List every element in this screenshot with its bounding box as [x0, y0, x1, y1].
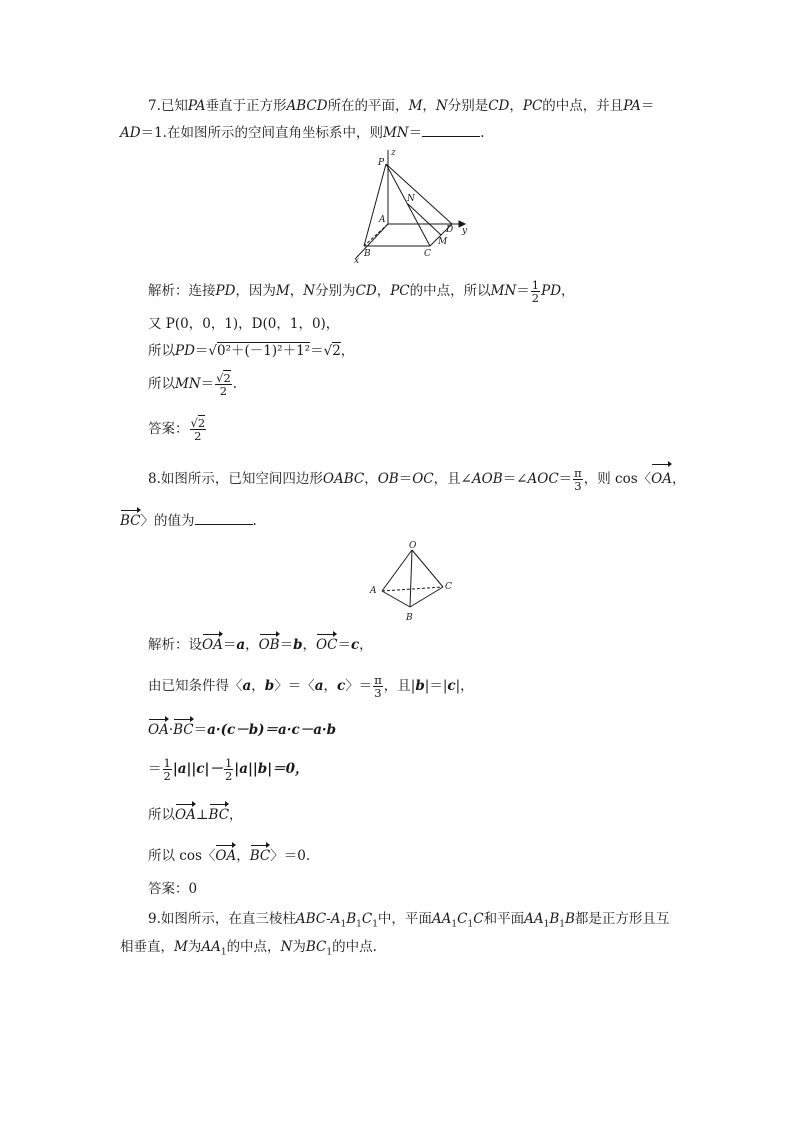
text: ，因为	[235, 283, 276, 299]
sol7-line-1	[148, 278, 575, 304]
sqrt-sign: √	[208, 343, 218, 359]
answer-label: 答案：	[148, 421, 189, 437]
text: 所以	[148, 807, 175, 823]
label-C: C	[424, 249, 431, 259]
text: |＝|	[424, 678, 448, 694]
fraction	[573, 467, 583, 492]
vector-OA: OA	[215, 848, 237, 864]
fraction	[163, 757, 172, 782]
text: ＝1.在如图所示的空间直角坐标系中，则	[140, 125, 383, 141]
sol8-answer	[148, 880, 197, 898]
label-D: D	[446, 225, 454, 235]
text: C	[457, 911, 468, 927]
text: 7.已知	[148, 98, 188, 114]
radicand: 2	[197, 416, 206, 430]
text: 的中点，	[226, 939, 281, 955]
text: 的中点，所以	[409, 283, 491, 299]
subscript: 1	[340, 919, 347, 930]
text: ＝	[516, 283, 530, 299]
text: ，	[671, 471, 686, 487]
label-A: A	[370, 586, 377, 596]
segment-MN	[408, 204, 441, 235]
text: CD	[355, 283, 377, 299]
text: 为	[187, 939, 202, 955]
text: a	[242, 678, 252, 694]
sol8-line-4	[148, 755, 309, 783]
text: MN	[490, 283, 517, 299]
text: ＝	[279, 637, 294, 653]
fraction	[373, 674, 383, 699]
vector-OB: OB	[258, 637, 280, 653]
text: 中，平面	[377, 911, 432, 927]
text: -	[326, 911, 331, 927]
vector-OA: OA	[651, 466, 672, 492]
sol8-line-1	[148, 636, 373, 654]
denominator: 2	[224, 769, 233, 783]
sqrt-sign: √	[323, 343, 333, 359]
text: CD	[488, 98, 510, 114]
text: B	[549, 911, 560, 927]
sol8-line-2	[148, 672, 474, 700]
text: 所在的平面，	[327, 98, 409, 114]
q7-line-2	[120, 124, 484, 142]
text: C	[361, 911, 373, 927]
text: ，	[289, 283, 304, 299]
text: C	[473, 911, 484, 927]
numerator: 1	[531, 278, 540, 292]
text: |a||b|＝0，	[234, 761, 309, 777]
text: ，	[376, 283, 391, 299]
text: PD	[215, 283, 236, 299]
text: B	[346, 911, 357, 927]
text: ，	[302, 637, 317, 653]
subscript: 1	[467, 919, 474, 930]
text: 的中点.	[332, 939, 377, 955]
text: M	[408, 98, 423, 114]
answer: 答案：0	[148, 881, 198, 897]
text: ，	[359, 637, 373, 653]
text: ，	[422, 98, 436, 114]
text: .	[232, 376, 238, 392]
fraction	[215, 372, 232, 397]
text: b	[415, 678, 425, 694]
vector-OA: OA	[202, 637, 223, 653]
numerator: π	[574, 466, 582, 480]
text: M	[275, 283, 290, 299]
label-x: x	[354, 256, 360, 264]
text: |a||c|－	[172, 761, 223, 777]
text: a	[236, 637, 246, 653]
text: .	[252, 513, 257, 529]
text: 垂直于正方形	[205, 98, 287, 114]
vector-OA: OA	[175, 807, 196, 823]
label-z: z	[391, 148, 396, 158]
text: PD	[541, 283, 562, 299]
text: 分别是	[447, 98, 489, 114]
sol8-line-5	[148, 806, 243, 824]
radicand: 0²＋(－1)²＋1²	[217, 343, 311, 359]
text: ＝	[200, 376, 215, 392]
text: PD	[175, 343, 195, 359]
denominator: 3	[374, 686, 382, 700]
text: OC	[412, 471, 434, 487]
text: ＝	[194, 343, 209, 359]
text: AD	[120, 125, 141, 141]
radicand: 2	[223, 371, 231, 385]
text: 和平面	[483, 911, 525, 927]
text: B	[564, 911, 575, 927]
fraction	[190, 417, 207, 442]
edge-OB	[410, 550, 412, 607]
label-y: y	[462, 226, 468, 236]
text: ⊥	[195, 807, 209, 823]
text: ，且|	[383, 678, 416, 694]
edge-AC	[382, 587, 443, 591]
text: AOC	[527, 471, 559, 487]
text: 8.如图所示，已知空间四边形	[148, 471, 323, 487]
fraction	[224, 757, 233, 782]
text: ＝	[640, 98, 655, 114]
text: 所以 cos〈	[148, 848, 216, 864]
denominator: 3	[574, 479, 582, 493]
edge-BC	[410, 587, 443, 607]
denominator: 2	[531, 291, 540, 305]
sol7-answer	[148, 414, 207, 444]
text: MN	[175, 376, 201, 392]
subscript: 1	[451, 919, 458, 930]
denominator: 2	[163, 769, 171, 783]
vector-OA: OA	[148, 722, 169, 738]
numerator: π	[374, 673, 382, 687]
text: 解析：连接	[148, 283, 216, 299]
text: ＝	[337, 637, 351, 653]
text: BC	[305, 939, 327, 955]
text: 都是正方形且互	[574, 911, 670, 927]
edge-AB	[382, 591, 410, 607]
text: ，	[251, 678, 265, 694]
text: A	[330, 911, 341, 927]
text: PC	[390, 283, 410, 299]
text: ABC	[295, 911, 327, 927]
x-axis	[356, 224, 388, 258]
text: 分别为	[315, 283, 356, 299]
text: .	[480, 125, 485, 141]
text: 〉＝〈	[274, 678, 315, 694]
text: 又 P(0，0，1)，D(0，1，0)，	[148, 316, 340, 332]
q9-line-2	[120, 938, 377, 962]
q7-line-1	[148, 97, 654, 115]
text: N	[303, 283, 316, 299]
label-B: B	[364, 249, 371, 259]
numerator: 1	[224, 756, 233, 770]
text: ，则 cos〈	[583, 471, 652, 487]
text: ，	[245, 637, 259, 653]
vector-OC: OC	[316, 637, 338, 653]
edge-OA	[382, 550, 412, 591]
numerator: 1	[163, 756, 171, 770]
label-N: N	[407, 194, 415, 204]
edge-PB	[364, 164, 386, 246]
text: 的中点，并且	[542, 98, 624, 114]
label-M: M	[438, 237, 448, 247]
text: N	[280, 939, 293, 955]
text: 9.如图所示，在直三棱柱	[148, 911, 296, 927]
text: ＝	[408, 125, 423, 141]
label-B: B	[406, 613, 413, 623]
text: PA	[187, 98, 206, 114]
text: ，	[364, 471, 378, 487]
text: c	[447, 678, 456, 694]
text: PA	[623, 98, 641, 114]
answer-blank	[195, 512, 253, 525]
text: PC	[522, 98, 543, 114]
q8-line-1	[148, 466, 685, 492]
text: 〉的值为	[140, 513, 195, 529]
text: b	[264, 678, 275, 694]
sol7-line-2	[148, 315, 339, 333]
vector-BC: BC	[173, 722, 194, 738]
q9-line-1	[148, 910, 669, 934]
subscript: 1	[372, 919, 378, 930]
label-A: A	[379, 215, 386, 225]
subscript: 1	[559, 919, 565, 930]
text: ，	[323, 678, 337, 694]
text: OABC	[322, 471, 365, 487]
text: AA	[431, 911, 452, 927]
text: |，	[455, 678, 474, 694]
vector-BC: BC	[208, 807, 230, 823]
subscript: 1	[543, 919, 550, 930]
denominator: 2	[194, 429, 202, 443]
text: ，	[229, 807, 243, 823]
text: 解析：设	[148, 637, 202, 653]
text: ＝	[193, 722, 208, 738]
text: c	[336, 678, 346, 694]
text: ，	[236, 848, 250, 864]
sol7-line-3	[148, 342, 354, 360]
text: 所以	[148, 376, 175, 392]
text: 〉＝0.	[270, 848, 311, 864]
sol8-line-6	[148, 847, 310, 865]
text: 为	[292, 939, 306, 955]
text: 相垂直，	[120, 939, 174, 955]
sol7-line-4	[148, 369, 237, 399]
subscript: 1	[220, 947, 227, 958]
answer-blank	[422, 124, 480, 137]
text: M	[174, 939, 188, 955]
text: N	[435, 98, 448, 114]
figure-tetrahedron	[366, 540, 458, 624]
text: 由已知条件得〈	[148, 678, 243, 694]
text: 所以	[148, 343, 175, 359]
text: ·	[168, 722, 174, 738]
text: ，且∠	[433, 471, 472, 487]
label-P: P	[378, 158, 385, 168]
text: a	[314, 678, 324, 694]
text: b	[293, 637, 303, 653]
text: ，	[561, 283, 575, 299]
text: ＝	[558, 471, 573, 487]
fraction	[531, 279, 540, 304]
denominator: 2	[219, 384, 228, 398]
text: ABCD	[286, 98, 328, 114]
q8-line-2	[120, 512, 257, 530]
text: ＝	[310, 343, 324, 359]
text: ＝	[398, 471, 413, 487]
text: ，	[509, 98, 523, 114]
vector-BC: BC	[120, 513, 141, 529]
numerator: √2	[190, 416, 206, 430]
text: AOB	[471, 471, 503, 487]
text: MN	[382, 125, 409, 141]
subscript: 1	[326, 947, 333, 958]
text: ，	[340, 343, 355, 359]
sol8-line-3	[148, 721, 336, 739]
text: AA	[201, 939, 221, 955]
label-C: C	[445, 582, 452, 592]
edge-OC	[412, 550, 443, 587]
text: AA	[524, 911, 544, 927]
text: 〉＝	[345, 678, 373, 694]
text: OB	[377, 471, 399, 487]
vector-BC: BC	[249, 848, 271, 864]
text: c	[350, 637, 360, 653]
text: ＝∠	[502, 471, 528, 487]
text: a·(c－b)＝a·c－a·b	[207, 722, 337, 738]
text: ＝	[148, 761, 162, 777]
label-O: O	[409, 541, 417, 551]
figure-pyramid	[352, 148, 476, 264]
text: ＝	[222, 637, 237, 653]
radicand: 2	[332, 343, 341, 359]
edge-PC	[386, 164, 430, 246]
numerator: √2	[216, 371, 231, 385]
subscript: 1	[356, 919, 362, 930]
